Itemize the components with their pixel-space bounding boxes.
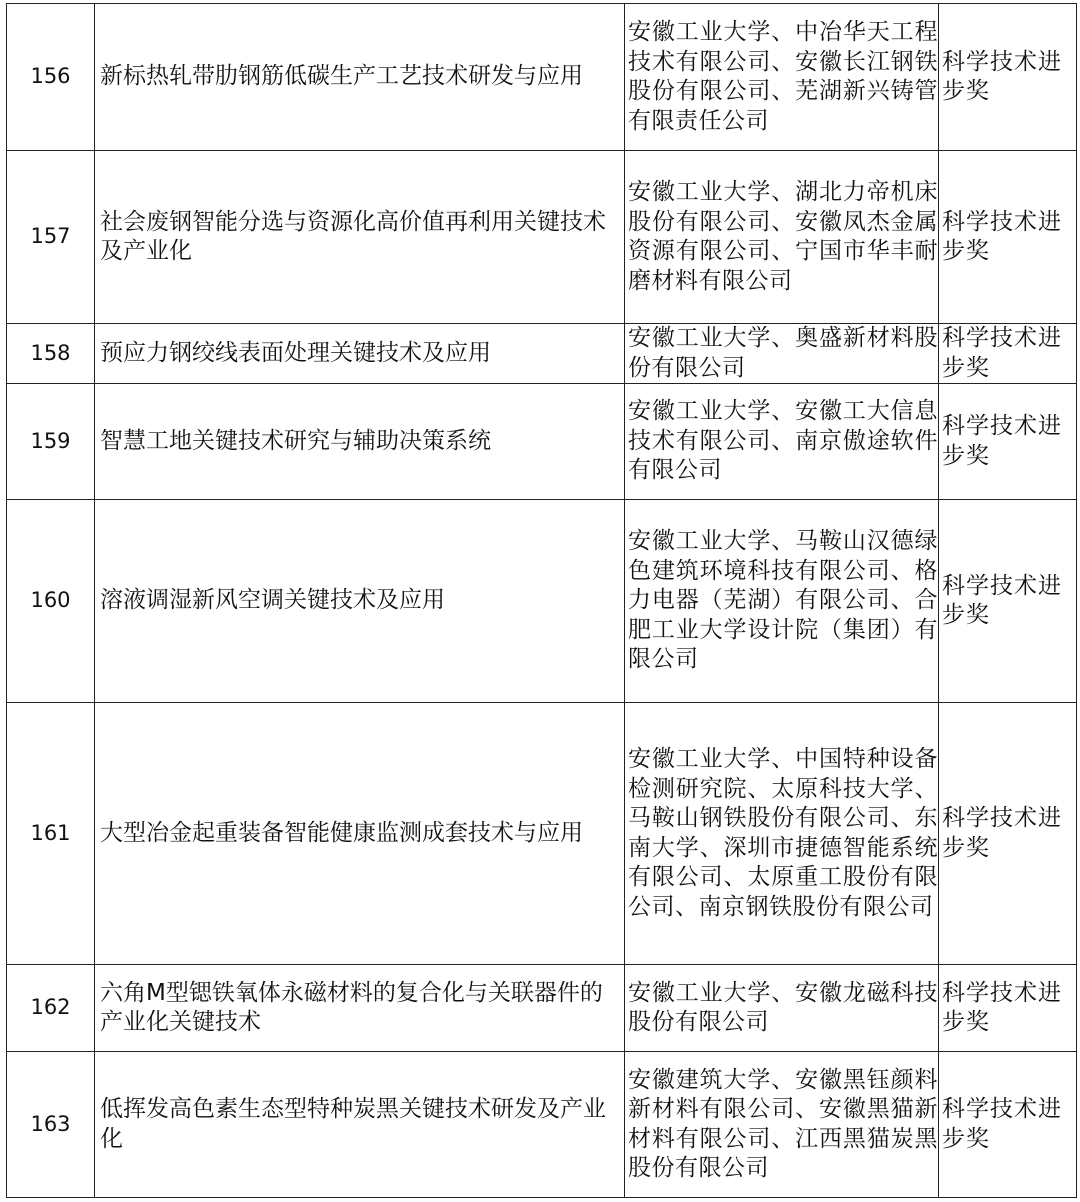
table-row [7, 151, 1077, 324]
row-number: 159 [7, 384, 95, 500]
award-type: 科学技术进步奖 [939, 500, 1077, 703]
completing-units: 安徽工业大学、安徽工大信息技术有限公司、南京傲途软件有限公司 [625, 384, 939, 500]
project-name: 六角M型锶铁氧体永磁材料的复合化与关联器件的产业化关键技术 [95, 965, 625, 1052]
row-number: 162 [7, 965, 95, 1052]
row-number: 157 [7, 151, 95, 324]
award-type: 科学技术进步奖 [939, 384, 1077, 500]
table-row [7, 324, 1077, 384]
row-number: 163 [7, 1052, 95, 1198]
awards-table [6, 3, 1077, 1198]
completing-units: 安徽工业大学、安徽龙磁科技股份有限公司 [625, 965, 939, 1052]
award-type: 科学技术进步奖 [939, 4, 1077, 151]
row-number: 156 [7, 4, 95, 151]
row-number: 160 [7, 500, 95, 703]
completing-units: 安徽工业大学、中国特种设备检测研究院、太原科技大学、马鞍山钢铁股份有限公司、东南大学、深圳市捷德智能系统有限公司、太原重工股份有限公司、南京钢铁股份有限公司 [625, 703, 939, 965]
row-number: 161 [7, 703, 95, 965]
completing-units: 安徽工业大学、马鞍山汉德绿色建筑环境科技有限公司、格力电器（芜湖）有限公司、合肥工业大学设计院（集团）有限公司 [625, 500, 939, 703]
table-row [7, 1052, 1077, 1198]
project-name: 溶液调湿新风空调关键技术及应用 [95, 500, 625, 703]
completing-units: 安徽工业大学、中冶华天工程技术有限公司、安徽长江钢铁股份有限公司、芜湖新兴铸管有限责任公司 [625, 4, 939, 151]
project-name: 大型冶金起重装备智能健康监测成套技术与应用 [95, 703, 625, 965]
award-type: 科学技术进步奖 [939, 151, 1077, 324]
completing-units: 安徽工业大学、奥盛新材料股份有限公司 [625, 324, 939, 384]
award-type: 科学技术进步奖 [939, 965, 1077, 1052]
completing-units: 安徽工业大学、湖北力帝机床股份有限公司、安徽凤杰金属资源有限公司、宁国市华丰耐磨材料有限公司 [625, 151, 939, 324]
table-row [7, 4, 1077, 151]
table-row [7, 703, 1077, 965]
project-name: 社会废钢智能分选与资源化高价值再利用关键技术及产业化 [95, 151, 625, 324]
project-name: 低挥发高色素生态型特种炭黑关键技术研发及产业化 [95, 1052, 625, 1198]
completing-units: 安徽建筑大学、安徽黑钰颜料新材料有限公司、安徽黑猫新材料有限公司、江西黑猫炭黑股份有限公司 [625, 1052, 939, 1198]
award-type: 科学技术进步奖 [939, 324, 1077, 384]
project-name: 智慧工地关键技术研究与辅助决策系统 [95, 384, 625, 500]
project-name: 预应力钢绞线表面处理关键技术及应用 [95, 324, 625, 384]
award-type: 科学技术进步奖 [939, 1052, 1077, 1198]
table-row [7, 384, 1077, 500]
award-type: 科学技术进步奖 [939, 703, 1077, 965]
table-row [7, 965, 1077, 1052]
project-name: 新标热轧带肋钢筋低碳生产工艺技术研发与应用 [95, 4, 625, 151]
table-row [7, 500, 1077, 703]
row-number: 158 [7, 324, 95, 384]
